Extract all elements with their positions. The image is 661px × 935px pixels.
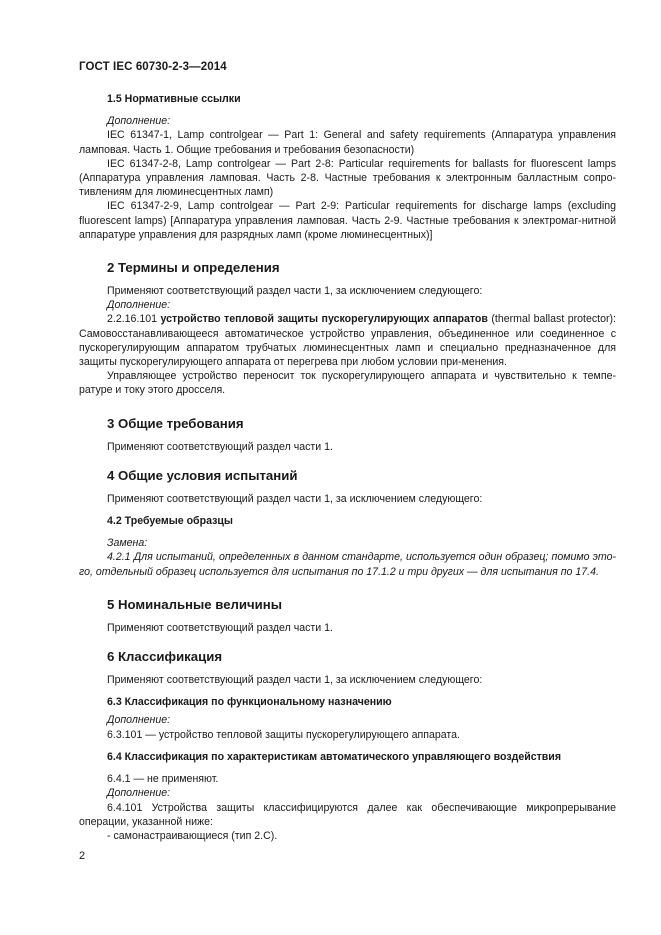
paragraph: 6.4.101 Устройства защиты классифицируются далее как обеспечивающие микропрерывание операции, указанной ниже:: [79, 801, 616, 828]
reference-item: IEC 61347-2-9, Lamp controlgear — Part 2-9: Particular requirements for discharge lamps (excluding fluorescent lamps) [Аппаратура управления ламповая. Часть 2-9. Частные требования к электромаг-нитной аппаратуре управления для разрядных ламп (кроме люминесцентных)]: [79, 200, 616, 241]
replacement-label: Замена:: [107, 537, 148, 550]
document-body: [79, 92, 616, 843]
section-2-title: 2 Термины и определения: [107, 260, 280, 276]
list-item: - самонастраивающиеся (тип 2.С).: [107, 829, 278, 842]
addition-label: Дополнение:: [107, 714, 171, 727]
paragraph: Применяют соответствующий раздел части 1, за исключением следующего:: [107, 674, 483, 687]
section-6-4-title: 6.4 Классификация по характеристикам автоматического управляющего воздействия: [107, 750, 562, 763]
reference-item: IEC 61347-1, Lamp controlgear — Part 1: General and safety requirements (Аппаратура управления ламповая. Часть 1. Общие требования и требования безопасности): [79, 129, 616, 156]
reference-item: IEC 61347-2-8, Lamp controlgear — Part 2-8: Particular requirements for ballasts for fluorescent lamps (Аппаратура управления ламповая. Часть 2-8. Частные требования к электронным балластным сопро-тивлениям для люминесцентных ламп): [79, 157, 616, 199]
paragraph: Применяют соответствующий раздел части 1, за исключением следующего:: [107, 285, 483, 298]
section-3-title: 3 Общие требования: [107, 415, 244, 431]
document-header: ГОСТ IEC 60730-2-3—2014: [79, 61, 227, 73]
paragraph: 6.3.101 — устройство тепловой защиты пускорегулирующего аппарата.: [107, 728, 460, 741]
addition-label: Дополнение:: [107, 299, 171, 312]
term-name: устройство тепловой защиты пускорегулирующих аппаратов: [160, 313, 488, 326]
addition-label: Дополнение:: [107, 787, 171, 800]
page-number: 2: [79, 850, 86, 862]
section-6-title: 6 Классификация: [107, 649, 223, 665]
paragraph: Применяют соответствующий раздел части 1.: [107, 621, 333, 634]
term-definition: [79, 312, 616, 369]
paragraph: Управляющее устройство переносит ток пускорегулирующего аппарата и чувствительно к темпе-ратуре и току этого дросселя.: [79, 370, 616, 397]
paragraph: 6.4.1 — не применяют.: [107, 773, 219, 786]
section-4-title: 4 Общие условия испытаний: [107, 467, 298, 483]
section-6-3-title: 6.3 Классификация по функциональному назначению: [107, 696, 392, 709]
term-text: (thermal ballast protector): Самовосстанавливающееся автоматическое устройство управления, объединенное или соединенное с пускорегулирующим аппаратом трубчатых люминесцентных ламп и специально предназначенное для защиты пускорегулирующего аппарата от перегрева при любом условии при-менения.: [79, 313, 616, 369]
term-number: 2.2.16.101: [107, 313, 158, 326]
section-4-2-title: 4.2 Требуемые образцы: [107, 515, 233, 528]
section-5-title: 5 Номинальные величины: [107, 596, 283, 612]
paragraph: 4.2.1 Для испытаний, определенных в данном стандарте, используется один образец; помимо это-го, отдельный образец используется для испытания по 17.1.2 и три других — для испытания по 17.4.: [79, 551, 616, 578]
paragraph: Применяют соответствующий раздел части 1, за исключением следующего:: [107, 492, 483, 505]
section-1-5-title: 1.5 Нормативные ссылки: [107, 93, 241, 105]
paragraph: Применяют соответствующий раздел части 1.: [107, 440, 333, 453]
addition-label: Дополнение:: [107, 115, 171, 128]
